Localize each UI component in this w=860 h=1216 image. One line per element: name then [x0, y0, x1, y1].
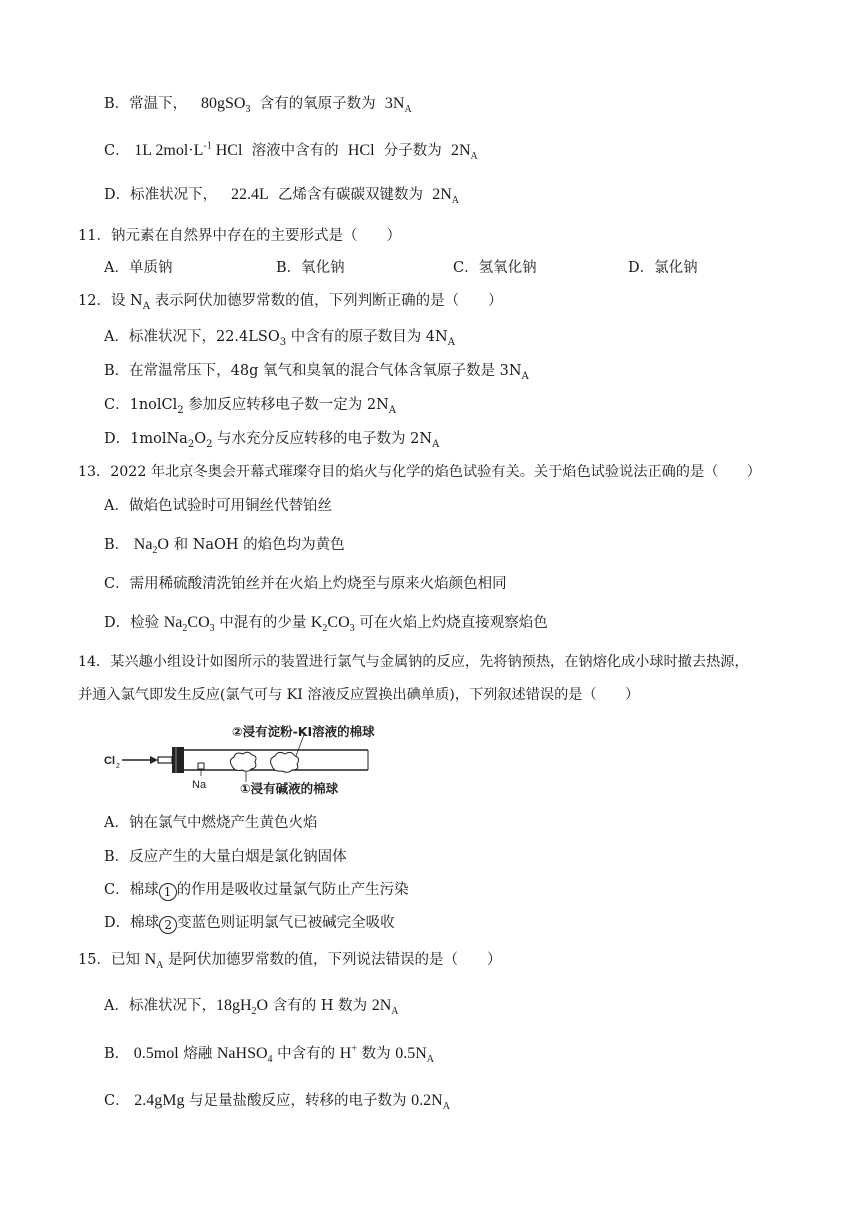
- text: 乙烯含有碳碳双键数为: [277, 187, 423, 203]
- q11-option-b: B．氧化钠: [276, 260, 345, 276]
- formula: [450, 142, 478, 163]
- formula-sub: 2: [152, 545, 158, 557]
- option-label: B．: [104, 537, 130, 553]
- formula: [200, 95, 251, 116]
- text: 中含有的: [272, 1046, 340, 1062]
- formula-main: 18gH: [215, 997, 252, 1014]
- formula-main: O: [256, 997, 269, 1014]
- formula-main: O: [157, 536, 169, 553]
- sub: A: [432, 438, 440, 450]
- q11-option-d: D．氯化钠: [628, 260, 698, 276]
- formula: [133, 536, 169, 557]
- q11-stem: 11．钠元素在自然界中存在的主要形式是（ ）: [78, 228, 401, 244]
- formula: [144, 951, 164, 972]
- q15-option-a: [104, 996, 399, 1016]
- circled-number-1: 1: [159, 883, 177, 901]
- q13-option-a: A．做焰色试验时可用铜丝代替铂丝: [104, 498, 332, 514]
- cl2-label: Cl: [104, 755, 115, 767]
- text: 参加反应转移电子数一定为 2N: [183, 397, 389, 413]
- formula-sub: A: [156, 960, 164, 972]
- text: D．棉球: [104, 915, 160, 931]
- formula: HCl: [347, 142, 375, 159]
- formula-sup: -1: [203, 140, 212, 152]
- sub: 2: [206, 438, 213, 450]
- formula: [411, 1092, 450, 1113]
- q10-option-d: [104, 185, 459, 205]
- q12-option-b: [104, 361, 529, 381]
- sub: 3: [279, 336, 287, 348]
- formula-main: 0.2N: [411, 1092, 443, 1109]
- q11-option-a: A．单质钠: [104, 260, 173, 276]
- formula: [395, 1045, 434, 1066]
- cl2-sub: 2: [116, 763, 120, 770]
- formula-main: 2N: [371, 997, 392, 1014]
- text: 中混有的少量: [214, 615, 311, 631]
- sub: 2: [187, 438, 195, 450]
- text: O: [194, 431, 207, 447]
- formula-main: 80gSO: [200, 95, 246, 112]
- q13-option-b: [104, 535, 345, 555]
- text: 数为: [356, 1046, 396, 1062]
- option-label: B．: [104, 1046, 130, 1062]
- q14-option-a: A．钠在氯气中燃烧产生黄色火焰: [104, 815, 318, 831]
- stopper: [172, 747, 184, 773]
- formula: 0.5mol: [133, 1045, 179, 1062]
- inlet-arrow-head: [150, 756, 158, 764]
- formula-sub: A: [404, 104, 412, 116]
- label-2: ②浸有淀粉-KI溶液的棉球: [232, 724, 375, 739]
- text: 含有的 H 数为: [268, 998, 372, 1014]
- text: 标准状况下，: [130, 187, 218, 203]
- formula-sub: A: [451, 195, 459, 207]
- sodium-label: Na: [192, 779, 207, 791]
- formula-main: N: [144, 951, 157, 968]
- formula-sub: 2: [251, 1006, 257, 1018]
- formula: [215, 997, 269, 1018]
- formula: [134, 142, 242, 159]
- sub: A: [142, 300, 150, 312]
- formula-main: 3N: [384, 95, 405, 112]
- formula-sub: 3: [209, 623, 215, 635]
- formula-main: 1L 2mol·L: [134, 142, 204, 159]
- formula: [310, 614, 355, 635]
- text: 中含有的原子数目为 4N: [286, 329, 448, 345]
- formula-sub: A: [442, 1101, 450, 1113]
- text: 与水充分反应转移的电子数为 2N: [212, 431, 433, 447]
- text: D．检验: [104, 615, 164, 631]
- q12-stem: [78, 291, 503, 311]
- text: 和 NaOH 的焰色均为黄色: [168, 537, 345, 553]
- option-label: B．: [104, 96, 130, 112]
- sub: A: [447, 336, 455, 348]
- q13-option-d: [104, 613, 548, 633]
- q10-option-c: [104, 141, 478, 161]
- formula: 22.4L: [230, 186, 269, 203]
- formula: [371, 997, 399, 1018]
- sub: A: [388, 404, 397, 416]
- text: 熔融: [178, 1046, 217, 1062]
- text: 含有的氧原子数为: [259, 96, 376, 112]
- q10-option-b: [104, 94, 412, 114]
- formula-main: CO: [327, 614, 350, 631]
- formula: 2.4gMg: [134, 1092, 185, 1109]
- q13-stem: 13．2022 年北京冬奥会开幕式璀璨夺目的焰火与化学的焰色试验有关。关于焰色试验说法正确的是（ ）: [78, 464, 761, 480]
- formula-sub: 2: [322, 623, 328, 635]
- q15-option-c: [104, 1091, 450, 1111]
- formula-main: CO: [187, 614, 210, 631]
- formula: [340, 1045, 357, 1062]
- formula-main: H: [339, 1045, 352, 1062]
- text: A．标准状况下，22.4LSO: [104, 329, 280, 345]
- text: 常温下，: [129, 96, 188, 112]
- inlet-tube: [158, 757, 172, 763]
- q15-option-b: [104, 1044, 434, 1064]
- formula-main: Na: [133, 536, 153, 553]
- q15-stem: [78, 950, 501, 970]
- apparatus-diagram: [100, 716, 400, 798]
- q14-stem-line1: 14．某兴趣小组设计如图所示的装置进行氯气与金属钠的反应，先将钠预热，在钠熔化成小球时撤去热源，: [78, 654, 749, 670]
- circled-number-2: 2: [159, 916, 177, 934]
- text: 的作用是吸收过量氯气防止产生污染: [176, 882, 409, 898]
- formula-main: 2N: [450, 142, 471, 159]
- sub: A: [521, 370, 529, 382]
- text: D．1molNa: [104, 431, 188, 447]
- text: 溶液中含有的: [251, 143, 339, 159]
- formula-main: 2N: [432, 186, 452, 203]
- label-1: ①浸有碱液的棉球: [240, 781, 339, 796]
- sub: 2: [177, 404, 184, 416]
- formula-sub: A: [470, 151, 478, 163]
- formula-sub: 4: [267, 1054, 273, 1066]
- text: 表示阿伏加德罗常数的值，下列判断正确的是（ ）: [149, 293, 503, 309]
- text: 是阿伏加德罗常数的值，下列说法错误的是（ ）: [163, 952, 502, 968]
- text: C．棉球: [104, 882, 159, 898]
- formula: [384, 95, 412, 116]
- sodium-piece: [198, 763, 204, 769]
- q14-option-d: [104, 913, 395, 934]
- cotton-ball-2: [271, 752, 299, 772]
- formula-sub: 3: [245, 104, 251, 116]
- q12-option-a: [104, 327, 455, 347]
- option-label: D．: [104, 187, 131, 203]
- q14-option-c: [104, 880, 409, 901]
- formula-sub: 3: [349, 623, 355, 635]
- formula-main: K: [310, 614, 323, 631]
- formula-main: HCl: [215, 142, 243, 159]
- formula-sub: A: [426, 1054, 434, 1066]
- formula-sup: +: [351, 1043, 357, 1055]
- formula: [432, 186, 459, 207]
- q12-option-d: [104, 429, 439, 449]
- formula-main: 0.5N: [395, 1045, 427, 1062]
- text: 分子数为: [383, 143, 442, 159]
- formula-sub: 2: [182, 623, 188, 635]
- text: 可在火焰上灼烧直接观察焰色: [354, 615, 548, 631]
- cotton-ball-1: [230, 752, 256, 771]
- text: A．标准状况下，: [104, 998, 216, 1014]
- q11-option-c: C．氢氧化钠: [453, 260, 537, 276]
- formula-sub: A: [391, 1006, 399, 1018]
- formula-main: Na: [163, 614, 183, 631]
- q14-stem-line2: 并通入氯气即发生反应(氯气可与 KI 溶液反应置换出碘单质)，下列叙述错误的是（ ）: [78, 687, 640, 703]
- text: 变蓝色则证明氯气已被碱完全吸收: [177, 915, 395, 931]
- text: C．1nolCl: [104, 397, 178, 413]
- q12-option-c: [104, 395, 396, 415]
- text: B．在常温常压下，48g 氧气和臭氧的混合气体含氧原子数是 3N: [104, 363, 522, 379]
- q14-option-b: B．反应产生的大量白烟是氯化钠固体: [104, 849, 347, 865]
- text: 与足量盐酸反应，转移的电子数为: [184, 1093, 412, 1109]
- q13-option-c: C．需用稀硫酸清洗铂丝并在火焰上灼烧至与原来火焰颜色相同: [104, 576, 507, 592]
- option-label: C．: [104, 143, 130, 159]
- apparatus-svg: [100, 716, 400, 798]
- formula: [216, 1045, 273, 1066]
- text: 12．设 N: [78, 293, 143, 309]
- text: 15．已知: [78, 952, 145, 968]
- formula-main: NaHSO: [216, 1045, 268, 1062]
- option-label: C．: [104, 1093, 130, 1109]
- formula: [163, 614, 215, 635]
